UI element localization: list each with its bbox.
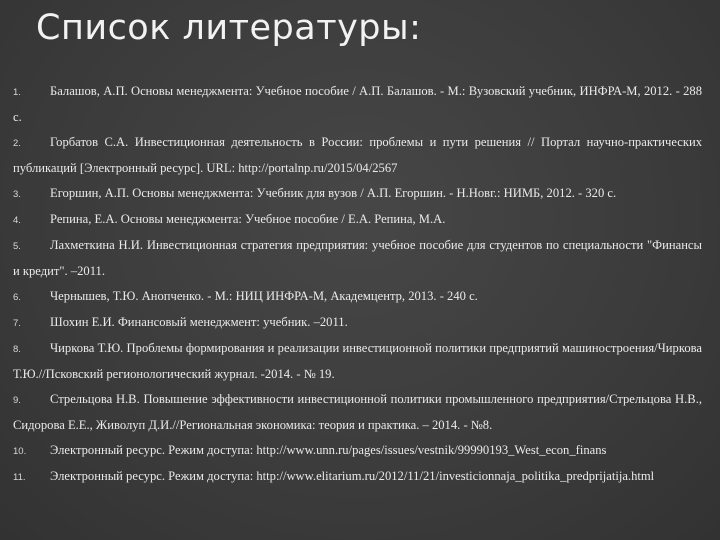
- reference-item: [13, 336, 702, 387]
- reference-text: Стрельцова Н.В. Повышение эффективности инвестиционной политики промышленного предприятия/Стрельцова Н.В., Сидорова Е.Е., Живолуп Д.И.//Региональная экономика: теория и практика. – 2014. - №8.: [13, 392, 702, 432]
- reference-list: [13, 79, 702, 490]
- reference-text: Репина, Е.А. Основы менеджмента: Учебное пособие / Е.А. Репина, М.А.: [50, 212, 446, 226]
- reference-text: Электронный ресурс. Режим доступа: http://www.unn.ru/pages/issues/vestnik/99990193_West_econ_finans: [50, 443, 607, 457]
- reference-number: 8.: [13, 344, 21, 355]
- reference-text: Горбатов С.А. Инвестиционная деятельность в России: проблемы и пути решения // Портал научно-практических публикаций [Электронный ресурс]. URL: http://portalnp.ru/2015/04/2567: [13, 135, 702, 175]
- reference-item: [13, 207, 702, 233]
- reference-item: [13, 181, 702, 207]
- reference-item: [13, 130, 702, 181]
- reference-number: 11.: [13, 472, 26, 483]
- reference-item: [13, 284, 702, 310]
- reference-item: [13, 233, 702, 284]
- page-title: Список литературы:: [36, 8, 422, 48]
- reference-number: 10.: [13, 446, 27, 457]
- reference-text: Чернышев, Т.Ю. Анопченко. - М.: НИЦ ИНФРА-М, Академцентр, 2013. - 240 с.: [50, 289, 478, 303]
- reference-number: 4.: [13, 215, 21, 226]
- reference-number: 1.: [13, 87, 21, 98]
- reference-number: 2.: [13, 138, 21, 149]
- reference-text: Чиркова Т.Ю. Проблемы формирования и реализации инвестиционной политики предприятий машиностроения/Чиркова Т.Ю.//Псковский регионологический журнал. -2014. - № 19.: [13, 341, 702, 381]
- reference-text: Егоршин, А.П. Основы менеджмента: Учебник для вузов / А.П. Егоршин. - Н.Новг.: НИМБ, 2012. - 320 с.: [50, 186, 617, 200]
- reference-item: [13, 79, 702, 130]
- reference-text: Шохин Е.И. Финансовый менеджмент: учебник. –2011.: [50, 315, 348, 329]
- reference-number: 3.: [13, 189, 21, 200]
- reference-number: 9.: [13, 395, 21, 406]
- reference-text: Лахметкина Н.И. Инвестиционная стратегия предприятия: учебное пособие для студентов по специальности "Финансы и кредит". –2011.: [13, 238, 702, 278]
- reference-item: [13, 310, 702, 336]
- reference-item: [13, 387, 702, 438]
- reference-text: Электронный ресурс. Режим доступа: http://www.elitarium.ru/2012/11/21/investicionnaja_politika_predprijatija.html: [50, 469, 655, 483]
- reference-number: 6.: [13, 292, 21, 303]
- reference-item: [13, 438, 702, 464]
- reference-number: 7.: [13, 318, 21, 329]
- reference-text: Балашов, А.П. Основы менеджмента: Учебное пособие / А.П. Балашов. - М.: Вузовский учебник, ИНФРА-М, 2012. - 288 с.: [13, 84, 702, 124]
- reference-item: [13, 464, 702, 490]
- reference-number: 5.: [13, 241, 21, 252]
